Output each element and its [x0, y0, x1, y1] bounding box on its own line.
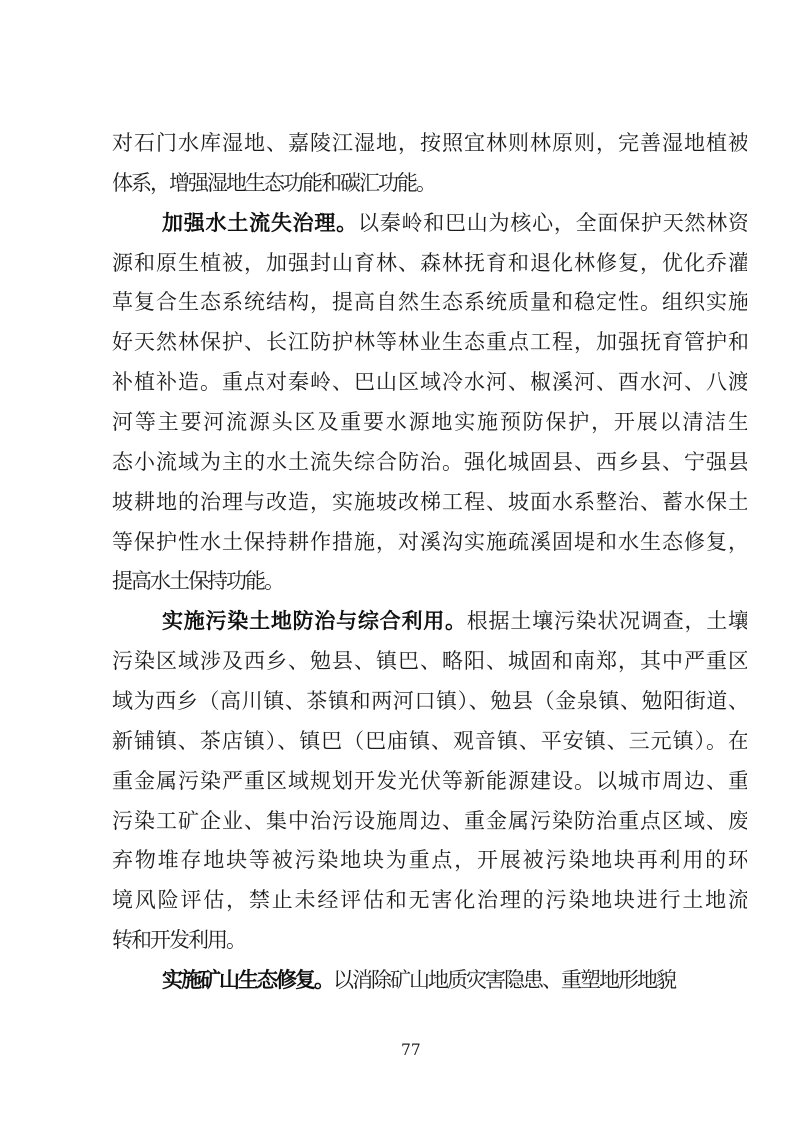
line-text: 新铺镇、茶店镇）、镇巴（巴庙镇、观音镇、平安镇、三元镇）。在	[112, 728, 747, 753]
line-text: 域为西乡（高川镇、茶镇和两河口镇）、勉县（金泉镇、勉阳街道、	[112, 689, 747, 714]
line-text: 以秦岭和巴山为核心，全面保护天然林资	[357, 210, 747, 235]
page-body-text	[112, 123, 747, 1000]
paragraph-lead: 实施矿山生态修复。	[162, 967, 333, 993]
text-line	[112, 681, 747, 721]
line-text: 补植补造。重点对秦岭、巴山区域冷水河、椒溪河、酉水河、八渡	[112, 370, 747, 395]
text-line	[112, 203, 747, 243]
text-line	[112, 322, 747, 362]
text-line	[112, 601, 747, 641]
text-line	[112, 522, 747, 562]
paragraph-lead: 加强水土流失治理。	[162, 209, 358, 235]
text-line	[112, 163, 747, 203]
line-text: 草复合生态系统结构，提高自然生态系统质量和稳定性。组织实施	[112, 290, 747, 315]
line-text: 等保护性水土保持耕作措施，对溪沟实施疏溪固堤和水生态修复，	[112, 529, 747, 554]
text-line	[112, 761, 747, 801]
text-line	[112, 442, 747, 482]
text-line	[112, 960, 747, 1000]
text-line	[112, 402, 747, 442]
line-text: 好天然林保护、长江防护林等林业生态重点工程，加强抚育管护和	[112, 330, 747, 355]
line-text: 根据土壤污染状况调查，土壤	[466, 609, 747, 634]
line-text: 重金属污染严重区域规划开发光伏等新能源建设。以城市周边、重	[112, 768, 747, 793]
line-text: 境风险评估，禁止未经评估和无害化治理的污染地块进行土地流	[112, 888, 747, 913]
paragraph-lead: 实施污染土地防治与综合利用。	[162, 608, 467, 634]
text-line	[112, 721, 747, 761]
line-text: 弃物堆存地块等被污染地块为重点，开展被污染地块再利用的环	[112, 848, 747, 873]
line-text: 体系，增强湿地生态功能和碳汇功能。	[112, 170, 435, 195]
text-line	[112, 641, 747, 681]
line-text: 转和开发利用。	[112, 928, 245, 953]
line-text: 提高水土保持功能。	[112, 569, 283, 594]
text-line	[112, 123, 747, 163]
text-line	[112, 840, 747, 880]
line-text: 河等主要河流源头区及重要水源地实施预防保护，开展以清洁生	[112, 410, 747, 435]
text-line	[112, 920, 747, 960]
line-text: 坡耕地的治理与改造，实施坡改梯工程、坡面水系整治、蓄水保土	[112, 489, 747, 514]
line-text: 以消除矿山地质灾害隐患、重塑地形地貌	[333, 968, 675, 993]
text-line	[112, 362, 747, 402]
line-text: 污染工矿企业、集中治污设施周边、重金属污染防治重点区域、废	[112, 808, 747, 833]
text-line	[112, 282, 747, 322]
line-text: 对石门水库湿地、嘉陵江湿地，按照宜林则林原则，完善湿地植被	[112, 131, 747, 155]
line-text: 污染区域涉及西乡、勉县、镇巴、略阳、城固和南郑，其中严重区	[112, 649, 747, 674]
text-line	[112, 801, 747, 841]
line-text: 态小流域为主的水土流失综合防治。强化城固县、西乡县、宁强县	[112, 449, 747, 474]
line-text: 源和原生植被，加强封山育林、森林抚育和退化林修复，优化乔灌	[112, 250, 747, 275]
text-line	[112, 482, 747, 522]
text-line	[112, 561, 747, 601]
text-line	[112, 880, 747, 920]
text-line	[112, 243, 747, 283]
page-number: 77	[401, 1041, 421, 1059]
